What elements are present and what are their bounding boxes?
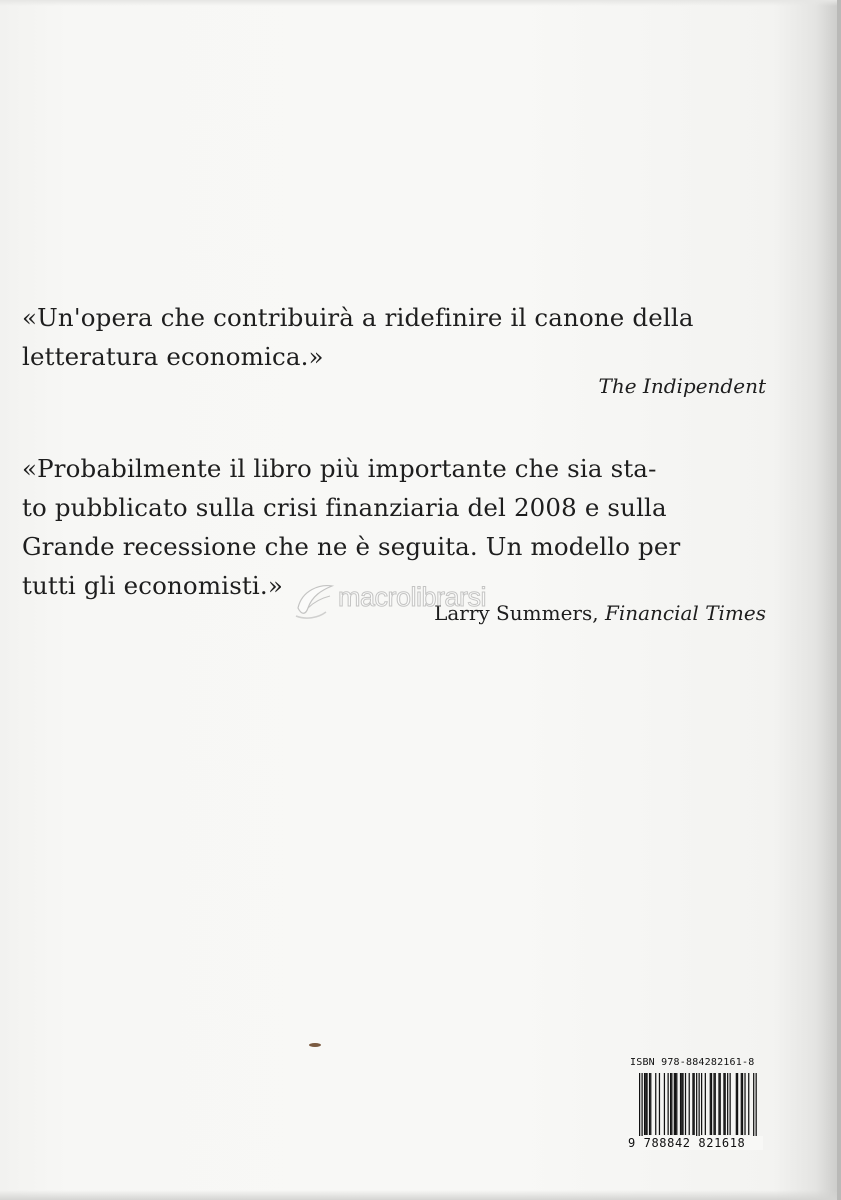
barcode-bar <box>723 1073 724 1135</box>
barcode-bars <box>628 1073 763 1141</box>
quote-line: to pubblicato sulla crisi finanziaria del 2008 e sulla <box>22 493 667 522</box>
barcode-bar <box>713 1073 714 1135</box>
barcode-bar <box>715 1073 716 1135</box>
barcode-bar <box>664 1073 665 1135</box>
barcode-bar <box>639 1073 640 1141</box>
quote-2-source-publication: Financial Times <box>604 601 766 625</box>
barcode-bar <box>737 1073 738 1135</box>
barcode-bar <box>748 1073 749 1135</box>
barcode-bar <box>649 1073 650 1135</box>
barcode-bar <box>645 1073 646 1135</box>
barcode-bar <box>718 1073 719 1135</box>
barcode-bar <box>720 1073 721 1135</box>
barcode-bar <box>699 1073 700 1141</box>
spine-edge <box>837 0 841 1200</box>
barcode-digits: 9 788842 821618 <box>628 1136 763 1150</box>
quote-line: Grande recessione che ne è seguita. Un modello per <box>22 532 681 561</box>
barcode-bar <box>650 1073 651 1135</box>
barcode-bar <box>753 1073 754 1141</box>
barcode-bar <box>705 1073 706 1135</box>
barcode-bar <box>646 1073 647 1135</box>
barcode-bar <box>682 1073 683 1135</box>
barcode-bar <box>675 1073 676 1135</box>
barcode-bar <box>701 1073 702 1135</box>
isbn-label: ISBN 978-884282161-8 <box>630 1057 755 1068</box>
barcode-bar <box>725 1073 726 1135</box>
barcode-bar <box>727 1073 728 1135</box>
cover-speck <box>309 1043 321 1047</box>
barcode-bar <box>756 1073 757 1141</box>
barcode-bar <box>741 1073 742 1135</box>
barcode-bar <box>668 1073 669 1135</box>
barcode-bar <box>674 1073 675 1135</box>
watermark-text: macrolibrarsi <box>338 582 487 612</box>
barcode-bar <box>644 1073 645 1135</box>
watermark-logo <box>292 578 492 622</box>
barcode-bar <box>711 1073 712 1135</box>
barcode-bar <box>671 1073 672 1135</box>
barcode-bar <box>670 1073 671 1135</box>
isbn-barcode <box>628 1057 763 1153</box>
barcode-bar <box>680 1073 681 1135</box>
barcode-bar <box>689 1073 690 1135</box>
leaf-swirl-icon <box>292 578 338 622</box>
quote-line: letteratura economica.» <box>22 342 324 371</box>
barcode-bar <box>696 1073 697 1141</box>
barcode-bar <box>685 1073 686 1135</box>
barcode-bar <box>710 1073 711 1135</box>
barcode-bar <box>659 1073 660 1135</box>
barcode-bar <box>744 1073 745 1135</box>
barcode-bar <box>730 1073 731 1135</box>
quote-1-source: The Indipendent <box>598 374 766 398</box>
barcode-bar <box>742 1073 743 1135</box>
top-edge-shadow <box>0 0 841 6</box>
barcode-bar <box>681 1073 682 1135</box>
bottom-edge-shadow <box>0 1190 841 1200</box>
quote-line: «Un'opera che contribuirà a ridefinire il canone della <box>22 303 694 332</box>
barcode-bar <box>641 1073 642 1141</box>
quote-line: «Probabilmente il libro più importante che sia sta- <box>22 454 657 483</box>
barcode-bar <box>694 1073 695 1135</box>
quote-line: tutti gli economisti.» <box>22 571 283 600</box>
quote-2-source-name: Larry Summers, <box>434 601 599 625</box>
barcode-bar <box>655 1073 656 1135</box>
review-quote-1 <box>22 298 768 376</box>
barcode-bar <box>736 1073 737 1135</box>
barcode-bar <box>676 1073 677 1135</box>
barcode-bar <box>692 1073 693 1135</box>
